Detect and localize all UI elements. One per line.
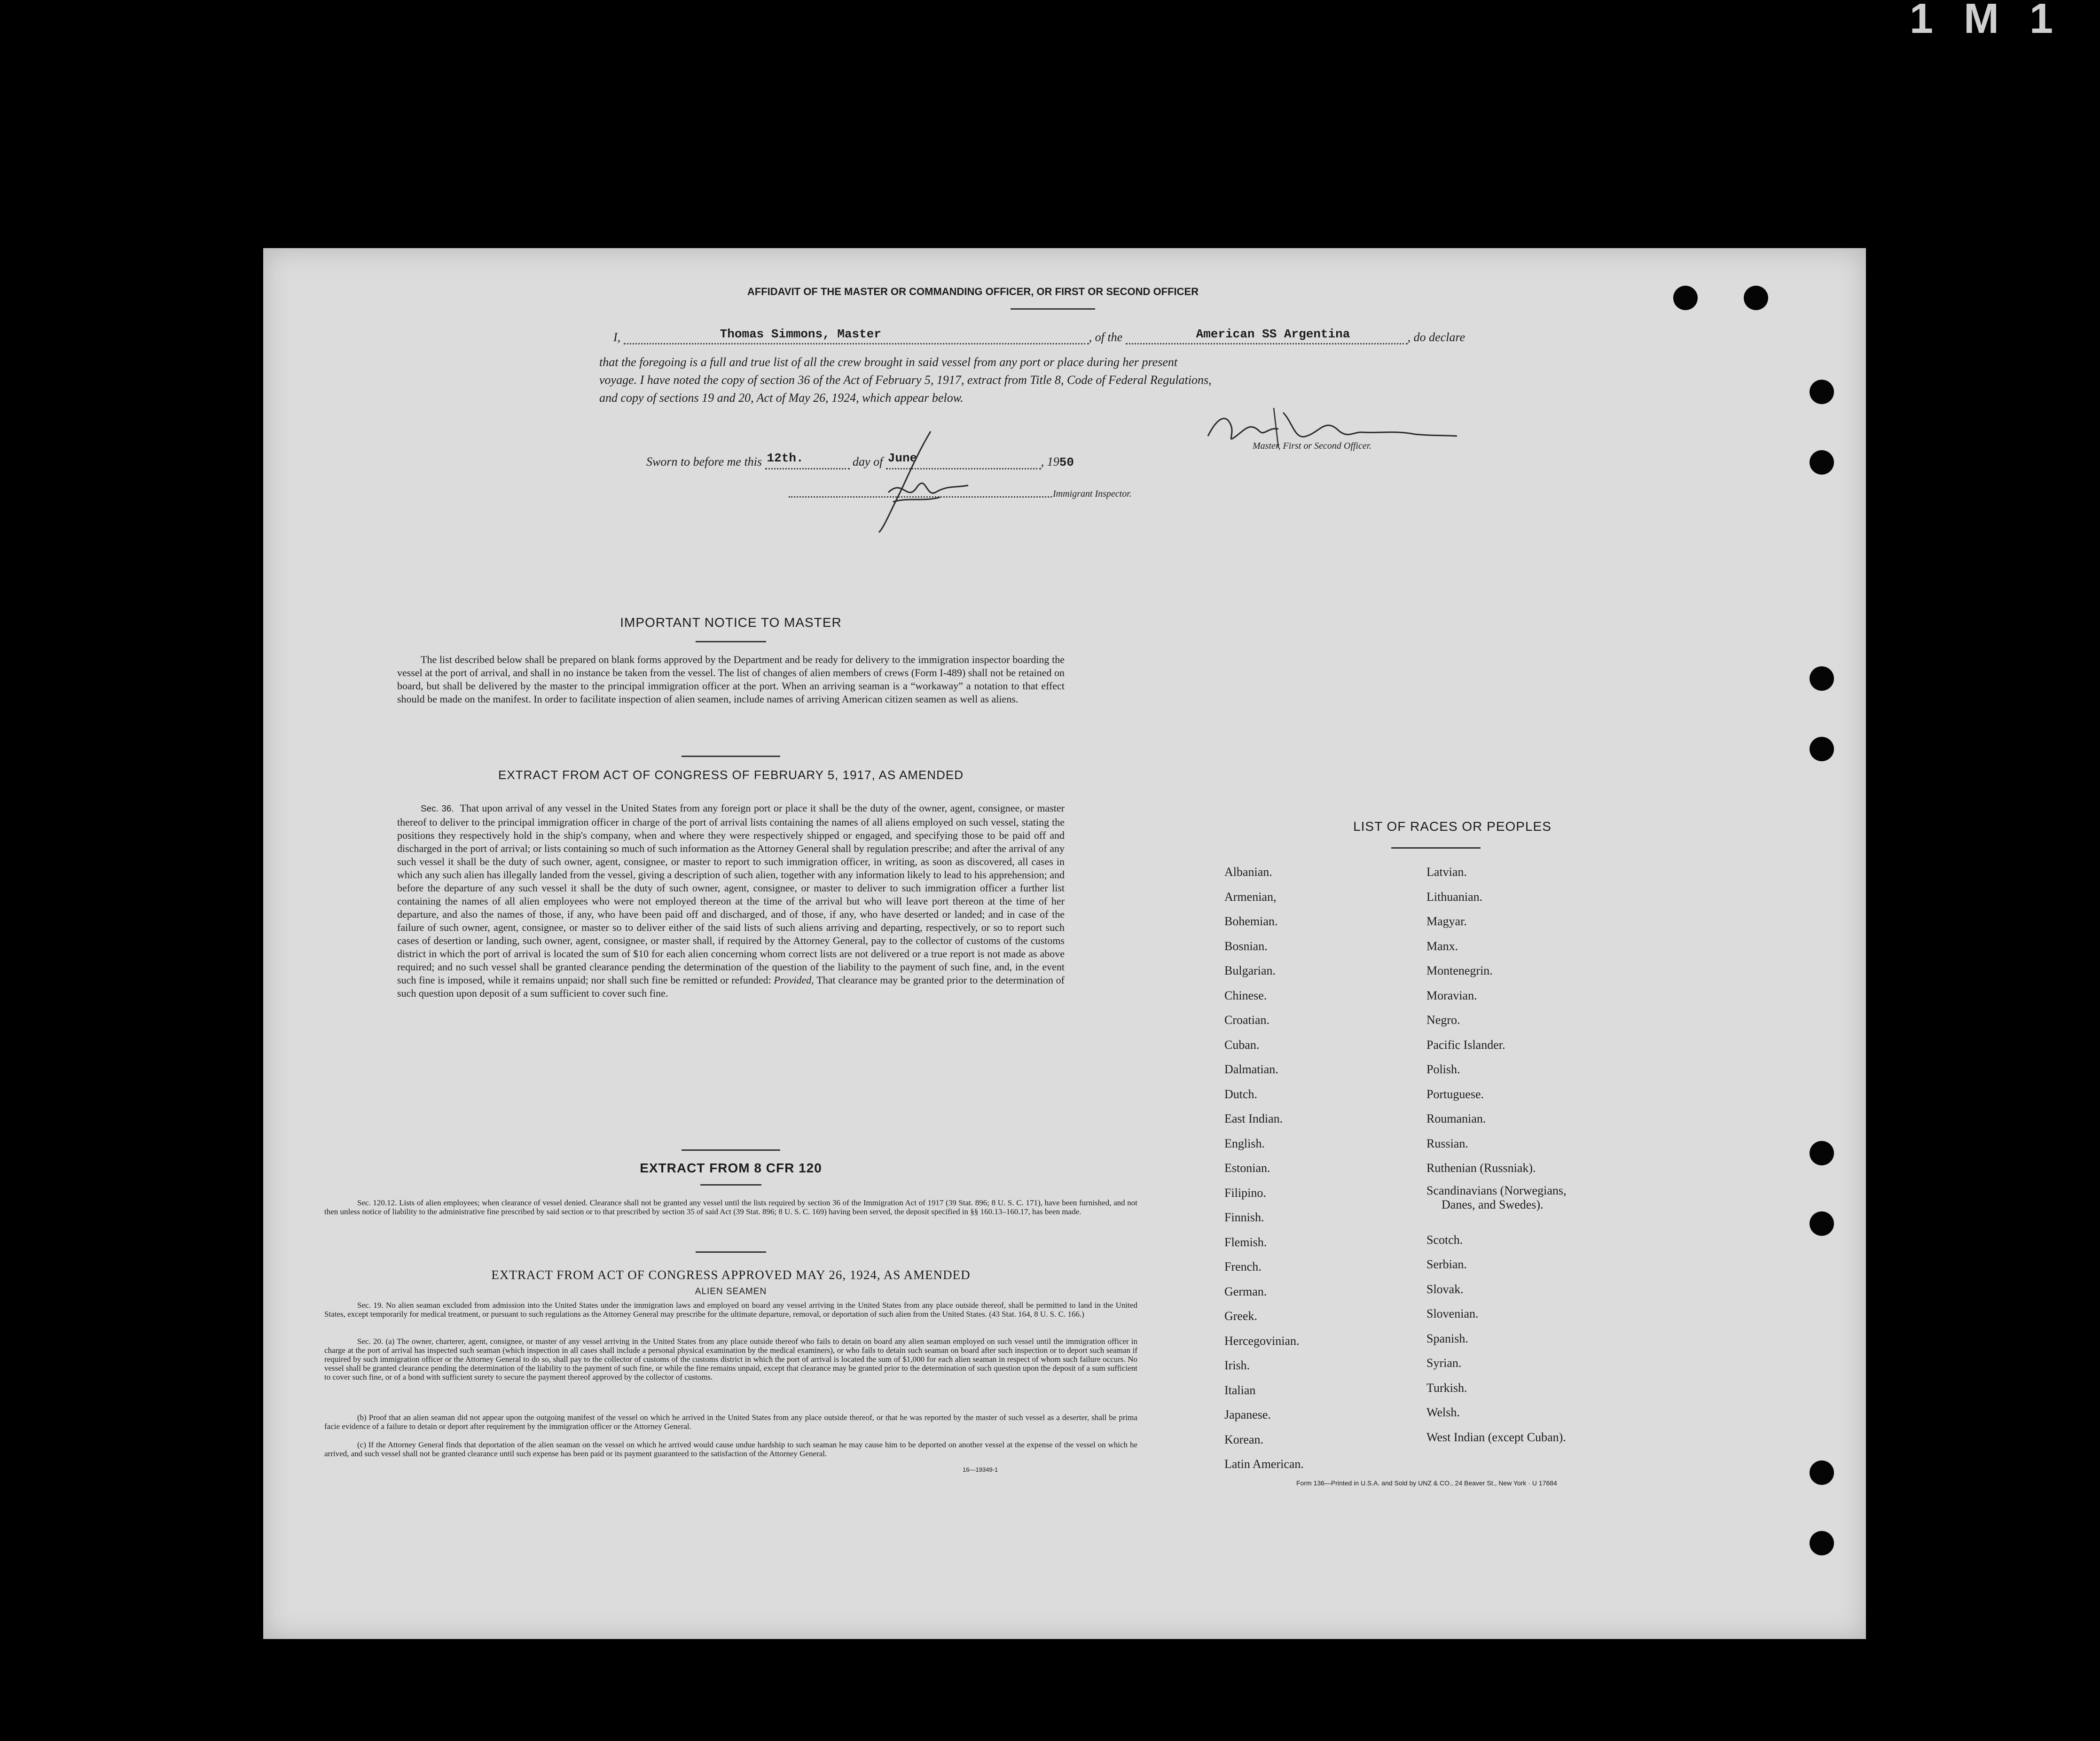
race-item: Chinese. <box>1224 988 1267 1002</box>
race-item: Cuban. <box>1224 1038 1260 1052</box>
race-item: Slovak. <box>1426 1282 1464 1296</box>
race-item: Roumanian. <box>1426 1112 1486 1125</box>
races-right-column <box>1426 860 1566 1450</box>
year-suffix: 50 <box>1059 455 1074 469</box>
punch-hole <box>1810 450 1834 475</box>
race-item: Ruthenian (Russniak). <box>1426 1161 1536 1175</box>
divider <box>682 756 780 757</box>
punch-hole <box>1744 286 1768 310</box>
corner-mark: 1 M 1 <box>1909 0 2062 42</box>
race-item-scandinavians <box>1426 1181 1566 1228</box>
notice-title: IMPORTANT NOTICE TO MASTER <box>620 615 842 630</box>
race-item: Bohemian. <box>1224 914 1278 928</box>
race-item: Pacific Islander. <box>1426 1038 1505 1052</box>
master-name-field <box>624 327 1089 344</box>
divider <box>696 641 766 642</box>
race-item: Polish. <box>1426 1062 1460 1076</box>
extract-1924-title: EXTRACT FROM ACT OF CONGRESS APPROVED MAY 26, 1924, AS AMENDED <box>491 1268 971 1282</box>
extract-1917-text <box>397 802 1065 1000</box>
sec-20b-text: (b) Proof that an alien seaman did not appear upon the outgoing manifest of the vessel on which he arrived in the United States from any place outside thereof, or that he was reported by the master of such vessel as a deserter, shall be prima facie evidence of a failure to detain or deport after requirement by the immigration officer or the Attorney General. <box>324 1413 1137 1431</box>
master-name: Thomas Simmons, Master <box>720 327 881 341</box>
do-declare-label: , do declare <box>1407 330 1465 344</box>
document-page <box>263 248 1866 1639</box>
race-item: Croatian. <box>1224 1013 1270 1027</box>
race-item: Japanese. <box>1224 1408 1271 1421</box>
alien-seamen-subtitle: ALIEN SEAMEN <box>695 1287 767 1296</box>
punch-hole <box>1810 1141 1834 1165</box>
divider <box>1391 847 1481 849</box>
punch-hole <box>1810 737 1834 761</box>
inspector-caption: Immigrant Inspector. <box>1053 489 1132 499</box>
race-item: Filipino. <box>1224 1186 1266 1200</box>
race-item: Bosnian. <box>1224 939 1268 953</box>
sec-36-label: Sec. 36. <box>421 804 454 814</box>
divider <box>700 1184 761 1186</box>
vessel-name: American SS Argentina <box>1196 327 1350 341</box>
divider <box>682 1149 780 1151</box>
race-item-line: Danes, and Swedes). <box>1442 1197 1544 1211</box>
races-left-column <box>1224 860 1304 1477</box>
sec-20a-text: Sec. 20. (a) The owner, charterer, agent, consignee, or master of any vessel arriving in the United States from any place outside thereof who fails to detain on board any alien seaman employed on such vessel until the immigration officer in charge at the port of arrival has inspected such seaman (which inspection in all cases shall include a personal physical examination by the medical examiners), or who fails to detain such seaman on board after such inspection or to deport such seaman if required by such immigration officer or the Attorney General to do so, shall pay to the collector of customs of the customs district in which the port of arrival is located the sum of $1,000 for each alien seaman in respect of whom such failure occurs. No vessel shall be granted clearance pending the determination of the liability to the payment of such fine, or while the fine remains unpaid, except that clearance may be granted prior to the determination of such question upon the deposit of a sum sufficient to cover such fine, or of a bond with sufficient surety to secure the payment thereof approved by the collector of customs. <box>324 1337 1137 1382</box>
punch-hole <box>1810 1211 1834 1236</box>
race-item: Irish. <box>1224 1358 1250 1372</box>
race-item: Flemish. <box>1224 1235 1267 1249</box>
race-item: Estonian. <box>1224 1161 1270 1175</box>
day-of-label: day of <box>853 455 883 468</box>
punch-hole <box>1810 1531 1834 1555</box>
race-item: Scotch. <box>1426 1233 1463 1247</box>
sec-19-text: Sec. 19. No alien seaman excluded from admission into the United States under the immigration laws and employed on board any vessel arriving in the United States from any place outside thereof, shall be permitted to land in the United States, except temporarily for medical treatment, or pursuant to such regulations as the Attorney General may prescribe for the ultimate departure, removal, or deportation of such alien from the United States. (43 Stat. 164, 8 U. S. C. 166.) <box>324 1301 1137 1319</box>
divider <box>1011 308 1095 310</box>
race-item: Latvian. <box>1426 865 1467 879</box>
declaration-line-3: voyage. I have noted the copy of section 36 of the Act of February 5, 1917, extract from Title 8, Code of Federal Regulations, <box>599 373 1212 387</box>
inspector-signature <box>860 427 973 535</box>
race-item: Slovenian. <box>1426 1307 1479 1320</box>
race-item: Russian. <box>1426 1136 1468 1150</box>
sworn-day: 12th. <box>767 451 804 465</box>
sworn-label: Sworn to before me this <box>646 455 762 468</box>
race-item: Greek. <box>1224 1309 1258 1323</box>
race-item: Welsh. <box>1426 1405 1460 1419</box>
race-item: Korean. <box>1224 1432 1264 1446</box>
race-item: Dalmatian. <box>1224 1062 1278 1076</box>
divider <box>696 1251 766 1253</box>
form-code: 16—19349-1 <box>963 1466 998 1473</box>
i-label: I, <box>613 330 621 344</box>
races-title: LIST OF RACES OR PEOPLES <box>1353 819 1551 834</box>
extract-cfr-title: EXTRACT FROM 8 CFR 120 <box>640 1161 822 1175</box>
sworn-day-field <box>765 451 850 469</box>
race-item: Albanian. <box>1224 865 1272 879</box>
of-the-label: , of the <box>1089 330 1123 344</box>
race-item: East Indian. <box>1224 1112 1283 1125</box>
race-item: Magyar. <box>1426 914 1467 928</box>
race-item: Portuguese. <box>1426 1087 1484 1101</box>
race-item: German. <box>1224 1284 1267 1298</box>
race-item-line: Scandinavians (Norwegians, <box>1426 1183 1567 1197</box>
race-item: French. <box>1224 1260 1262 1273</box>
race-item: Armenian, <box>1224 890 1277 904</box>
race-item: Moravian. <box>1426 988 1477 1002</box>
footer-text: Form 136—Printed in U.S.A. and Sold by UNZ & CO., 24 Beaver St., New York · U 17684 <box>1296 1479 1557 1487</box>
race-item: Montenegrin. <box>1426 964 1493 977</box>
declaration-line-2: that the foregoing is a full and true list of all the crew brought in said vessel from any port or place during her present <box>599 355 1178 369</box>
race-item: Italian <box>1224 1383 1256 1397</box>
race-item: Negro. <box>1426 1013 1460 1027</box>
affidavit-title: AFFIDAVIT OF THE MASTER OR COMMANDING OFFICER, OR FIRST OR SECOND OFFICER <box>747 286 1199 297</box>
extract-cfr-text: Sec. 120.12. Lists of alien employees; when clearance of vessel denied. Clearance shall not be granted any vessel until the lists required by section 36 of the Immigration Act of 1917 (39 Stat. 896; 8 U. S. C. 171), have been furnished, and not then unless notice of liability to the administrative fine prescribed by said section or to that prescribed by section 35 of said Act (39 Stat. 896; 8 U. S. C. 169) having been served, the deposit specified in §§ 160.13–160.17, has been made. <box>324 1198 1137 1216</box>
sec-20c-text: (c) If the Attorney General finds that deportation of the alien seaman on the vessel on which he arrived would cause undue hardship to such seaman he may cause him to be deported on another vessel at the expense of the vessel on which he arrived, and such vessel shall not be granted clearance until such expense has been paid or its payment guaranteed to the satisfaction of the Attorney General. <box>324 1440 1137 1458</box>
race-item: Turkish. <box>1426 1381 1467 1395</box>
race-item: West Indian (except Cuban). <box>1426 1430 1566 1444</box>
declaration-line <box>613 327 1465 344</box>
sec-36-end: That clearance may be granted prior to the determination of such question upon deposit of a sum sufficient to cover such fine. <box>397 974 1065 999</box>
punch-hole <box>1810 666 1834 691</box>
race-item: Manx. <box>1426 939 1458 953</box>
punch-hole <box>1810 1460 1834 1485</box>
declaration-line-4: and copy of sections 19 and 20, Act of May 26, 1924, which appear below. <box>599 391 964 405</box>
race-item: Spanish. <box>1426 1331 1468 1345</box>
race-item: English. <box>1224 1136 1265 1150</box>
race-item: Syrian. <box>1426 1356 1462 1370</box>
race-item: Finnish. <box>1224 1210 1264 1224</box>
race-item: Latin American. <box>1224 1457 1304 1471</box>
extract-1917-title: EXTRACT FROM ACT OF CONGRESS OF FEBRUARY 5, 1917, AS AMENDED <box>498 768 964 782</box>
race-item: Hercegovinian. <box>1224 1334 1300 1348</box>
vessel-name-field <box>1126 327 1408 344</box>
provided-label: Provided, <box>774 974 814 986</box>
punch-hole <box>1810 380 1834 404</box>
race-item: Bulgarian. <box>1224 964 1276 977</box>
race-item: Serbian. <box>1426 1257 1467 1271</box>
master-caption: Master, First or Second Officer. <box>1253 441 1372 451</box>
race-item: Dutch. <box>1224 1087 1258 1101</box>
year-prefix: , 19 <box>1041 455 1059 468</box>
sec-36-body: That upon arrival of any vessel in the United States from any foreign port or place it shall be the duty of the owner, agent, consignee, or master thereof to deliver to the principal immigration officer in charge of the port of arrival lists containing the names of all aliens employed on such vessel, stating the positions they respectively hold in the ship's company, when and where they were respectively shipped or engaged, and specifying those to be paid off and discharged in the port of arrival; or lists containing so much of such information as the Attorney General shall by regulation prescribe; and after the arrival of any such vessel it shall be the duty of such owner, agent, consignee, or master to report to such immigration officer, in writing, as soon as discovered, all cases in which any such alien has illegally landed from the vessel, giving a description of such alien, together with any information likely to lead to his apprehension; and before the departure of any such vessel it shall be the duty of such owner, agent, consignee, or master to deliver to such immigration officer a further list containing the names of all alien employees who were not employed thereon at the time of the arrival but who will leave port thereon at the time of her departure, and also the names of those, if any, who have been paid off and discharged, and of those, if any, who have deserted or landed; and in case of the failure of such owner, agent, consignee, or master so to deliver either of the said lists of such aliens arriving and departing, respectively, or so to report such cases of desertion or landing, such owner, agent, consignee, or master shall, if required by the Attorney General, pay to the collector of customs of the customs district in which the port of arrival is located the sum of $10 for each alien concerning whom correct lists are not delivered or a true report is not made as above required; and no such vessel shall be granted clearance pending the determination of the question of the liability to the payment of such fine, and, in the event such fine is imposed, while it remains unpaid; nor shall such fine be remitted or refunded: <box>397 802 1065 986</box>
notice-text: The list described below shall be prepared on blank forms approved by the Department and be ready for delivery to the immigration inspector boarding the vessel at the port of arrival, and shall in no instance be taken from the vessel. The list of changes of alien members of crews (Form I-489) shall not be retained on board, but shall be delivered by the master to the principal immigration officer at the port. When an arriving seaman is a “workaway” a notation to that effect should be made on the manifest. In order to facilitate inspection of alien seamen, include names of arriving American citizen seamen as well as aliens. <box>397 654 1065 705</box>
sworn-month: June <box>887 451 917 465</box>
race-item: Lithuanian. <box>1426 890 1483 904</box>
punch-hole <box>1673 286 1698 310</box>
